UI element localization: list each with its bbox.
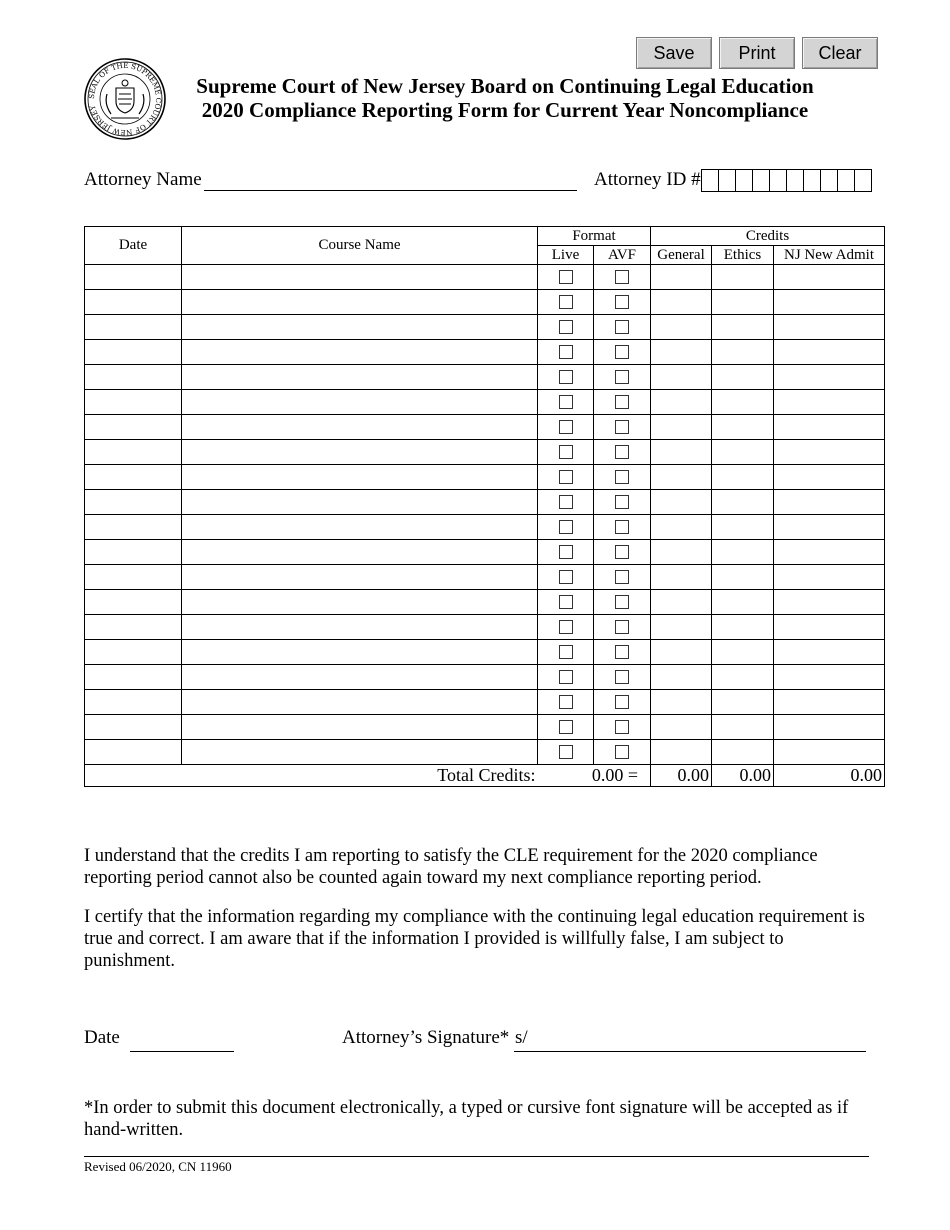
attorney-id-digit[interactable]: [838, 170, 855, 191]
print-button[interactable]: Print: [719, 37, 795, 69]
attorney-id-label: Attorney ID #: [594, 169, 701, 190]
course-table: [84, 226, 885, 787]
live-cell: [538, 515, 594, 540]
total-nj-new-admit-value: 0.00: [774, 765, 885, 787]
date-cell[interactable]: [85, 515, 182, 540]
avf-cell: [594, 465, 651, 490]
court-seal-icon: [84, 58, 166, 140]
nj-new-admit-credits-cell[interactable]: [774, 715, 885, 740]
live-cell: [538, 715, 594, 740]
format-column-header: Format: [538, 227, 651, 246]
course-name-cell[interactable]: [182, 690, 538, 715]
ethics-credits-cell[interactable]: [712, 265, 774, 290]
live-column-header: Live: [538, 246, 594, 265]
date-cell[interactable]: [85, 715, 182, 740]
live-cell: [538, 390, 594, 415]
live-checkbox[interactable]: [559, 595, 573, 609]
nj-new-admit-credits-cell[interactable]: [774, 665, 885, 690]
date-cell[interactable]: [85, 440, 182, 465]
live-cell: [538, 465, 594, 490]
attorney-id-digit[interactable]: [753, 170, 770, 191]
general-credits-cell[interactable]: [651, 365, 712, 390]
ethics-credits-cell[interactable]: [712, 565, 774, 590]
date-cell[interactable]: [85, 315, 182, 340]
general-credits-cell[interactable]: [651, 590, 712, 615]
nj-new-admit-credits-cell[interactable]: [774, 640, 885, 665]
live-cell: [538, 665, 594, 690]
signature-label: Attorney’s Signature*: [342, 1027, 510, 1048]
avf-checkbox[interactable]: [615, 270, 629, 284]
live-cell: [538, 315, 594, 340]
nj-new-admit-credits-cell[interactable]: [774, 290, 885, 315]
live-checkbox[interactable]: [559, 695, 573, 709]
clear-button[interactable]: Clear: [802, 37, 878, 69]
live-checkbox[interactable]: [559, 545, 573, 559]
avf-checkbox[interactable]: [615, 570, 629, 584]
live-cell: [538, 490, 594, 515]
avf-cell: [594, 665, 651, 690]
course-name-cell[interactable]: [182, 715, 538, 740]
ethics-credits-cell[interactable]: [712, 415, 774, 440]
ethics-credits-cell[interactable]: [712, 640, 774, 665]
ethics-credits-cell[interactable]: [712, 690, 774, 715]
course-row: [85, 540, 885, 565]
general-credits-cell[interactable]: [651, 515, 712, 540]
live-checkbox[interactable]: [559, 420, 573, 434]
avf-column-header: AVF: [594, 246, 651, 265]
course-row: [85, 515, 885, 540]
live-cell: [538, 590, 594, 615]
nj-new-admit-credits-cell[interactable]: [774, 390, 885, 415]
form-title: [170, 74, 840, 122]
course-row: [85, 340, 885, 365]
date-cell[interactable]: [85, 565, 182, 590]
avf-checkbox[interactable]: [615, 395, 629, 409]
attorney-id-digit[interactable]: [702, 170, 719, 191]
avf-cell: [594, 740, 651, 765]
general-credits-cell[interactable]: [651, 340, 712, 365]
credit-usage-statement: I understand that the credits I am reporting to satisfy the CLE requirement for the 2020 compliance reporting period cannot also be counted again toward my next compliance reporting period.: [84, 846, 818, 888]
date-cell[interactable]: [85, 740, 182, 765]
nj-new-admit-credits-cell[interactable]: [774, 265, 885, 290]
avf-cell: [594, 340, 651, 365]
footer-divider: [84, 1156, 869, 1157]
attorney-id-digit[interactable]: [821, 170, 838, 191]
course-name-cell[interactable]: [182, 265, 538, 290]
ethics-credits-cell[interactable]: [712, 340, 774, 365]
course-name-cell[interactable]: [182, 640, 538, 665]
nj-new-admit-credits-cell[interactable]: [774, 340, 885, 365]
course-name-cell[interactable]: [182, 315, 538, 340]
general-credits-cell[interactable]: [651, 415, 712, 440]
general-credits-cell[interactable]: [651, 265, 712, 290]
title-line-1: Supreme Court of New Jersey Board on Continuing Legal Education: [196, 74, 814, 98]
ethics-credits-cell[interactable]: [712, 290, 774, 315]
ethics-credits-cell[interactable]: [712, 590, 774, 615]
nj-new-admit-credits-cell[interactable]: [774, 740, 885, 765]
date-cell[interactable]: [85, 490, 182, 515]
avf-cell: [594, 590, 651, 615]
live-checkbox[interactable]: [559, 270, 573, 284]
general-credits-cell[interactable]: [651, 615, 712, 640]
course-name-cell[interactable]: [182, 365, 538, 390]
live-cell: [538, 340, 594, 365]
toolbar: [636, 37, 878, 69]
date-cell[interactable]: [85, 465, 182, 490]
date-cell[interactable]: [85, 290, 182, 315]
general-credits-cell[interactable]: [651, 490, 712, 515]
date-cell[interactable]: [85, 665, 182, 690]
total-ethics-value: 0.00: [712, 765, 774, 787]
nj-new-admit-credits-cell[interactable]: [774, 440, 885, 465]
avf-cell: [594, 715, 651, 740]
live-cell: [538, 740, 594, 765]
nj-new-admit-credits-cell[interactable]: [774, 540, 885, 565]
avf-checkbox[interactable]: [615, 720, 629, 734]
date-cell[interactable]: [85, 615, 182, 640]
live-cell: [538, 615, 594, 640]
signature-field[interactable]: [514, 1051, 866, 1052]
live-checkbox[interactable]: [559, 395, 573, 409]
live-checkbox[interactable]: [559, 745, 573, 759]
course-name-cell[interactable]: [182, 440, 538, 465]
date-field[interactable]: [130, 1051, 234, 1052]
live-checkbox[interactable]: [559, 470, 573, 484]
ethics-credits-cell[interactable]: [712, 715, 774, 740]
course-name-cell[interactable]: [182, 390, 538, 415]
live-cell: [538, 440, 594, 465]
date-cell[interactable]: [85, 415, 182, 440]
avf-checkbox[interactable]: [615, 595, 629, 609]
live-cell: [538, 540, 594, 565]
ethics-credits-cell[interactable]: [712, 665, 774, 690]
course-row: [85, 390, 885, 415]
general-column-header: General: [651, 246, 712, 265]
total-format-value: 0.00 =: [538, 765, 651, 787]
ethics-credits-cell[interactable]: [712, 490, 774, 515]
attorney-id-digit[interactable]: [787, 170, 804, 191]
avf-cell: [594, 440, 651, 465]
course-name-cell[interactable]: [182, 465, 538, 490]
total-credits-row: [85, 765, 885, 787]
course-name-cell[interactable]: [182, 415, 538, 440]
avf-cell: [594, 640, 651, 665]
live-checkbox[interactable]: [559, 620, 573, 634]
avf-checkbox[interactable]: [615, 745, 629, 759]
avf-cell: [594, 690, 651, 715]
live-checkbox[interactable]: [559, 645, 573, 659]
course-row: [85, 615, 885, 640]
revision-note: Revised 06/2020, CN 11960: [84, 1159, 232, 1174]
live-checkbox[interactable]: [559, 720, 573, 734]
avf-checkbox[interactable]: [615, 670, 629, 684]
general-credits-cell[interactable]: [651, 540, 712, 565]
nj-new-admit-credits-cell[interactable]: [774, 315, 885, 340]
live-checkbox[interactable]: [559, 345, 573, 359]
attorney-id-digit[interactable]: [719, 170, 736, 191]
avf-checkbox[interactable]: [615, 695, 629, 709]
nj-new-admit-credits-cell[interactable]: [774, 690, 885, 715]
live-cell: [538, 265, 594, 290]
general-credits-cell[interactable]: [651, 665, 712, 690]
avf-checkbox[interactable]: [615, 370, 629, 384]
ethics-credits-cell[interactable]: [712, 390, 774, 415]
course-name-cell[interactable]: [182, 565, 538, 590]
live-cell: [538, 690, 594, 715]
nj-new-admit-credits-cell[interactable]: [774, 615, 885, 640]
course-name-cell[interactable]: [182, 515, 538, 540]
course-row: [85, 365, 885, 390]
general-credits-cell[interactable]: [651, 640, 712, 665]
avf-checkbox[interactable]: [615, 295, 629, 309]
general-credits-cell[interactable]: [651, 740, 712, 765]
live-cell: [538, 640, 594, 665]
date-column-header: Date: [85, 227, 182, 265]
ethics-credits-cell[interactable]: [712, 465, 774, 490]
nj-new-admit-credits-cell[interactable]: [774, 590, 885, 615]
title-line-2: 2020 Compliance Reporting Form for Current Year Noncompliance: [201, 98, 809, 122]
course-name-cell[interactable]: [182, 740, 538, 765]
nj-new-admit-column-header: NJ New Admit: [774, 246, 885, 265]
ethics-credits-cell[interactable]: [712, 515, 774, 540]
avf-cell: [594, 415, 651, 440]
nj-new-admit-credits-cell[interactable]: [774, 565, 885, 590]
signature-prefix: s/: [515, 1027, 528, 1048]
attorney-id-digit[interactable]: [736, 170, 753, 191]
nj-new-admit-credits-cell[interactable]: [774, 515, 885, 540]
course-row: [85, 315, 885, 340]
svg-text:SEAL OF THE SUPREME COURT OF N: SEAL OF THE SUPREME COURT OF NEW JERSEY: [86, 60, 164, 138]
total-general-value: 0.00: [651, 765, 712, 787]
avf-cell: [594, 390, 651, 415]
course-row: [85, 490, 885, 515]
live-cell: [538, 290, 594, 315]
date-cell[interactable]: [85, 590, 182, 615]
attorney-id-digit[interactable]: [770, 170, 787, 191]
general-credits-cell[interactable]: [651, 440, 712, 465]
live-checkbox[interactable]: [559, 495, 573, 509]
avf-checkbox[interactable]: [615, 520, 629, 534]
course-row: [85, 640, 885, 665]
live-cell: [538, 565, 594, 590]
date-cell[interactable]: [85, 640, 182, 665]
avf-cell: [594, 540, 651, 565]
ethics-credits-cell[interactable]: [712, 365, 774, 390]
avf-cell: [594, 515, 651, 540]
course-row: [85, 665, 885, 690]
attorney-name-label: Attorney Name: [84, 169, 202, 190]
avf-checkbox[interactable]: [615, 345, 629, 359]
avf-cell: [594, 490, 651, 515]
date-cell[interactable]: [85, 390, 182, 415]
live-checkbox[interactable]: [559, 670, 573, 684]
general-credits-cell[interactable]: [651, 465, 712, 490]
course-row: [85, 440, 885, 465]
date-cell[interactable]: [85, 540, 182, 565]
avf-cell: [594, 615, 651, 640]
ethics-credits-cell[interactable]: [712, 540, 774, 565]
certification-statement: I certify that the information regarding my compliance with the continuing legal education requirement is true and correct. I am aware that if the information I provided is willfully false, I am subject to punishment.: [84, 907, 865, 971]
save-button[interactable]: Save: [636, 37, 712, 69]
live-checkbox[interactable]: [559, 370, 573, 384]
course-name-cell[interactable]: [182, 590, 538, 615]
course-name-cell[interactable]: [182, 340, 538, 365]
attorney-id-digit[interactable]: [804, 170, 821, 191]
credits-column-header: Credits: [651, 227, 885, 246]
course-name-cell[interactable]: [182, 490, 538, 515]
general-credits-cell[interactable]: [651, 290, 712, 315]
general-credits-cell[interactable]: [651, 690, 712, 715]
attorney-info-row: [84, 166, 874, 196]
signature-footnote: *In order to submit this document electronically, a typed or cursive font signature will be accepted as if hand-written.: [84, 1098, 849, 1140]
date-label: Date: [84, 1027, 120, 1048]
avf-cell: [594, 315, 651, 340]
live-cell: [538, 365, 594, 390]
ethics-credits-cell[interactable]: [712, 315, 774, 340]
avf-cell: [594, 365, 651, 390]
live-checkbox[interactable]: [559, 295, 573, 309]
ethics-credits-cell[interactable]: [712, 615, 774, 640]
course-name-column-header: Course Name: [182, 227, 538, 265]
signature-row: [84, 1027, 874, 1057]
course-row: [85, 690, 885, 715]
avf-checkbox[interactable]: [615, 545, 629, 559]
date-cell[interactable]: [85, 265, 182, 290]
course-rows: [85, 265, 885, 765]
course-row: [85, 715, 885, 740]
course-name-cell[interactable]: [182, 615, 538, 640]
avf-checkbox[interactable]: [615, 470, 629, 484]
nj-new-admit-credits-cell[interactable]: [774, 465, 885, 490]
general-credits-cell[interactable]: [651, 565, 712, 590]
general-credits-cell[interactable]: [651, 315, 712, 340]
avf-checkbox[interactable]: [615, 445, 629, 459]
course-name-cell[interactable]: [182, 540, 538, 565]
course-row: [85, 740, 885, 765]
nj-new-admit-credits-cell[interactable]: [774, 490, 885, 515]
course-name-cell[interactable]: [182, 665, 538, 690]
course-row: [85, 290, 885, 315]
avf-checkbox[interactable]: [615, 320, 629, 334]
attorney-id-field[interactable]: [701, 169, 872, 192]
nj-new-admit-credits-cell[interactable]: [774, 415, 885, 440]
live-cell: [538, 415, 594, 440]
ethics-credits-cell[interactable]: [712, 440, 774, 465]
avf-checkbox[interactable]: [615, 620, 629, 634]
course-row: [85, 565, 885, 590]
ethics-column-header: Ethics: [712, 246, 774, 265]
attorney-id-digit[interactable]: [855, 170, 871, 191]
course-name-cell[interactable]: [182, 290, 538, 315]
attorney-name-field[interactable]: [204, 190, 577, 191]
general-credits-cell[interactable]: [651, 715, 712, 740]
nj-new-admit-credits-cell[interactable]: [774, 365, 885, 390]
date-cell[interactable]: [85, 690, 182, 715]
avf-cell: [594, 290, 651, 315]
avf-checkbox[interactable]: [615, 495, 629, 509]
course-row: [85, 465, 885, 490]
ethics-credits-cell[interactable]: [712, 740, 774, 765]
date-cell[interactable]: [85, 340, 182, 365]
course-row: [85, 590, 885, 615]
course-row: [85, 265, 885, 290]
avf-checkbox[interactable]: [615, 645, 629, 659]
avf-cell: [594, 265, 651, 290]
avf-cell: [594, 565, 651, 590]
general-credits-cell[interactable]: [651, 390, 712, 415]
total-credits-label: Total Credits:: [85, 765, 538, 787]
avf-checkbox[interactable]: [615, 420, 629, 434]
course-row: [85, 415, 885, 440]
live-checkbox[interactable]: [559, 320, 573, 334]
live-checkbox[interactable]: [559, 570, 573, 584]
live-checkbox[interactable]: [559, 520, 573, 534]
live-checkbox[interactable]: [559, 445, 573, 459]
date-cell[interactable]: [85, 365, 182, 390]
